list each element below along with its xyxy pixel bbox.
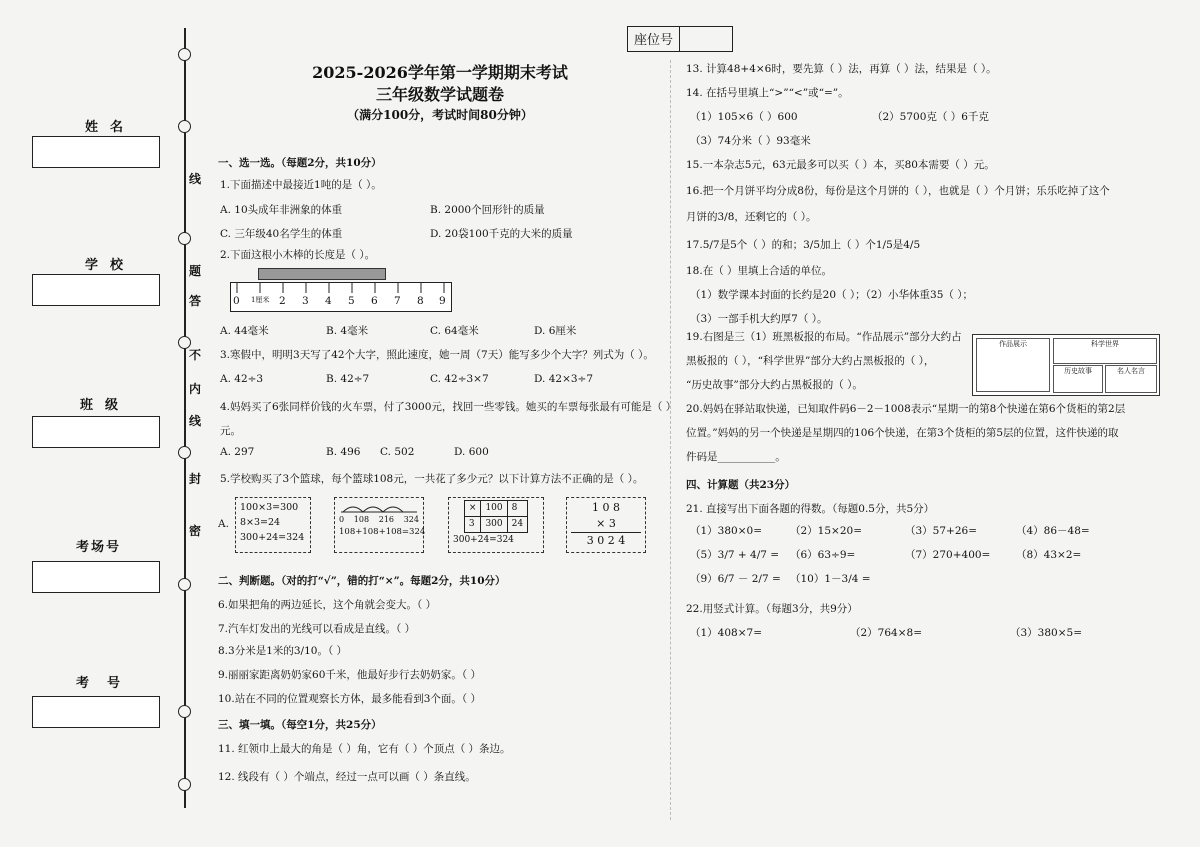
wooden-stick: [258, 268, 386, 280]
exam-number-field[interactable]: [32, 696, 160, 728]
seal-line: [184, 28, 186, 808]
vertical-calc-item: （3）380×5=: [1010, 627, 1082, 639]
fill-15: 15.一本杂志5元，63元最多可以买（ ）本，买80本需要（ ）元。: [686, 159, 995, 171]
calc-item: （5）3/7 + 4/7 =: [690, 549, 780, 561]
seal-hole: [178, 578, 191, 591]
seal-hole: [178, 120, 191, 133]
q5-method-4: [566, 497, 646, 553]
q2-option-b: B. 4毫米: [326, 325, 369, 337]
section-1-heading: 一、选一选。（每题2分，共10分）: [218, 157, 382, 169]
calc-line: 3 0 2 4: [586, 534, 626, 547]
q2-option-c: C. 64毫米: [430, 325, 479, 337]
calc-item: （8）43×2=: [1016, 549, 1082, 561]
fill-14-1: （1）105×6（ ）600: [690, 111, 798, 123]
calc-line: 100×3=300: [240, 502, 299, 513]
section-2-heading: 二、判断题。（对的打“√”，错的打“×”。每题2分，共10分）: [218, 575, 506, 587]
board-section: 作品展示: [976, 338, 1050, 392]
calc-item: （7）270+400=: [905, 549, 991, 561]
question-4-cont: 元。: [220, 425, 241, 437]
seal-char: 答: [189, 294, 202, 308]
fill-18-1: （1）数学课本封面的长约是20（ ）；（2）小华体重35（ ）；: [690, 289, 974, 301]
q3-option-c: C. 42÷3×7: [430, 373, 489, 385]
seal-hole: [178, 446, 191, 459]
school-label: 学校: [85, 258, 136, 273]
exam-title: 2025-2026学年第一学期期末考试: [312, 63, 568, 82]
q3-option-a: A. 42÷3: [220, 373, 264, 385]
seal-hole: [178, 778, 191, 791]
fill-20-cont2: 件码是___________。: [686, 451, 786, 463]
q1-option-d: D. 20袋100千克的大米的质量: [430, 228, 573, 240]
q2-option-a: A. 44毫米: [220, 325, 269, 337]
class-label: 班级: [80, 398, 131, 413]
fill-19: 19.右图是三（1）班黑板报的布局。“作品展示”部分大约占: [686, 331, 962, 343]
student-info-sidebar: [0, 0, 200, 847]
calc-item: （1）380×0=: [690, 525, 762, 537]
grid-cell: 3: [464, 517, 481, 533]
q5-option-a: A.: [218, 518, 229, 530]
question-4: 4.妈妈买了6张同样价钱的火车票，付了3000元，找回一些零钱。她买的车票每张最有可能是（ ）: [220, 401, 677, 413]
board-section: 历史故事: [1053, 365, 1103, 393]
q4-option-d: D. 600: [454, 446, 489, 458]
ruler: [230, 282, 452, 312]
name-field[interactable]: [32, 136, 160, 168]
ruler-number: 1厘米: [251, 296, 270, 304]
calc-item: （10）1－3/4 =: [790, 573, 871, 585]
seal-hole: [178, 232, 191, 245]
number-line-label: 108: [353, 515, 370, 524]
q5-method-3: [448, 497, 544, 553]
grid-table: [464, 500, 528, 533]
judge-9: 9.丽丽家距离奶奶家60千米，他最好步行去奶奶家。（ ）: [218, 669, 481, 681]
calc-22: 22.用竖式计算。（每题3分，共9分）: [686, 603, 858, 615]
calc-item: （3）57+26=: [905, 525, 977, 537]
q5-method-1: [235, 497, 311, 553]
vertical-calc-item: （1）408×7=: [690, 627, 762, 639]
number-line-label: 0: [339, 515, 345, 524]
ruler-number: 7: [394, 295, 401, 307]
calc-line: 8×3=24: [240, 517, 281, 528]
calc-line: 300+24=324: [240, 532, 305, 543]
seal-hole: [178, 705, 191, 718]
column-divider: [670, 60, 671, 820]
fill-17: 17.5/7是5个（ ）的和；3/5加上（ ）个1/5是4/5: [686, 239, 921, 251]
grid-cell: 24: [507, 517, 527, 533]
q1-option-b: B. 2000个回形针的质量: [430, 204, 545, 216]
ruler-number: 6: [371, 295, 378, 307]
seal-char: 不: [189, 348, 202, 362]
vertical-calc-item: （2）764×8=: [850, 627, 922, 639]
judge-7: 7.汽车灯发出的光线可以看成是直线。（ ）: [218, 623, 416, 635]
board-section: 名人名言: [1105, 365, 1157, 393]
q4-option-b: B. 496: [326, 446, 361, 458]
seat-number-field[interactable]: [679, 27, 732, 51]
number-line-arcs: [339, 500, 419, 514]
question-1: 1.下面描述中最接近1吨的是（ ）。: [220, 179, 382, 191]
question-2: 2.下面这根小木棒的长度是（ ）。: [220, 249, 376, 261]
q5-method-2: [334, 497, 424, 553]
seal-char: 线: [189, 172, 202, 186]
q3-option-d: D. 42×3÷7: [534, 373, 594, 385]
fill-12: 12. 线段有（ ）个端点，经过一点可以画（ ）条直线。: [218, 771, 476, 783]
fill-14-2: （2）5700克（ ）6千克: [872, 111, 989, 123]
seat-number-label: 座位号: [634, 33, 674, 48]
ruler-number: 4: [325, 295, 332, 307]
seal-char: 内: [189, 382, 202, 396]
fill-18-3: （3）一部手机大约厚7（ ）。: [690, 313, 828, 325]
fill-13: 13. 计算48+4×6时，要先算（ ）法，再算（ ）法，结果是（ ）。: [686, 63, 997, 75]
fill-16: 16.把一个月饼平均分成8份，每份是这个月饼的（ ），也就是（ ）个月饼；乐乐吃掉了这个: [686, 185, 1110, 197]
q1-option-c: C. 三年级40名学生的体重: [220, 228, 343, 240]
calc-item: （9）6/7 － 2/7 =: [690, 573, 781, 585]
q2-option-d: D. 6厘米: [534, 325, 577, 337]
grid-cell: 8: [507, 501, 527, 517]
calc-line: × 3: [571, 516, 641, 533]
seal-char: 封: [189, 472, 202, 486]
fill-16-cont: 月饼的3/8，还剩它的（ ）。: [686, 211, 817, 223]
ruler-number: 5: [348, 295, 355, 307]
calc-line: 108+108+108=324: [339, 527, 426, 537]
q3-option-b: B. 42÷7: [326, 373, 370, 385]
number-line-label: 216: [378, 515, 395, 524]
ruler-number: 9: [439, 295, 446, 307]
calc-line: 300+24=324: [453, 535, 514, 545]
q4-option-c: C. 502: [380, 446, 415, 458]
seal-hole: [178, 48, 191, 61]
fill-20: 20.妈妈在驿站取快递，已知取件码6－2－1008表示“星期一的第8个快递在第6个货柜的第2层: [686, 403, 1126, 415]
fill-19-cont2: “历史故事”部分大约占黑板报的（ ）。: [686, 379, 863, 391]
fill-20-cont: 位置。”妈妈的另一个快递是星期四的106个快递，在第3个货柜的第5层的位置，这件快递的取: [686, 427, 1119, 439]
fill-14: 14. 在括号里填上“>”“<”或“=”。: [686, 87, 849, 99]
q1-option-a: A. 10头成年非洲象的体重: [220, 204, 343, 216]
section-4-heading: 四、计算题（共23分）: [686, 479, 796, 491]
question-5: 5.学校购买了3个篮球，每个篮球108元，一共花了多少元？以下计算方法不正确的是（ ）。: [220, 473, 644, 485]
grid-cell: 100: [481, 501, 507, 517]
grid-cell: ×: [464, 501, 481, 517]
number-line-label: 324: [403, 515, 419, 524]
calc-21: 21. 直接写出下面各题的得数。（每题0.5分，共5分）: [686, 503, 935, 515]
board-section: 科学世界: [1053, 338, 1157, 364]
exam-number-label: 考号: [76, 676, 139, 691]
blackboard-layout: [972, 334, 1160, 396]
fill-14-3: （3）74分米（ ）93毫米: [690, 135, 811, 147]
fill-19-cont: 黑板报的（ ），“科学世界”部分大约占黑板报的（ ），: [686, 355, 935, 367]
exam-subtitle: 三年级数学试题卷: [375, 85, 504, 104]
fill-11: 11. 红领巾上最大的角是（ ）角，它有（ ）个顶点（ ）条边。: [218, 743, 511, 755]
calc-line: 1 0 8: [592, 501, 620, 514]
school-field[interactable]: [32, 274, 160, 306]
exam-room-label: 考场号: [76, 540, 122, 555]
ruler-number: 3: [302, 295, 309, 307]
class-field[interactable]: [32, 416, 160, 448]
ruler-number: 0: [233, 295, 240, 307]
ruler-number: 8: [417, 295, 424, 307]
name-label: 姓名: [85, 120, 136, 135]
judge-10: 10.站在不同的位置观察长方体，最多能看到3个面。（ ）: [218, 693, 481, 705]
question-3: 3.寒假中，明明3天写了42个大字，照此速度，她一周（7天）能写多少个大字？列式为（ ）。: [220, 349, 654, 361]
q4-option-a: A. 297: [220, 446, 255, 458]
seat-number-box: [627, 26, 733, 52]
calc-item: （2）15×20=: [790, 525, 862, 537]
calc-item: （4）86－48=: [1016, 525, 1090, 537]
judge-6: 6.如果把角的两边延长，这个角就会变大。（ ）: [218, 599, 437, 611]
calc-item: （6）63÷9=: [790, 549, 856, 561]
exam-room-field[interactable]: [32, 561, 160, 593]
seal-char: 题: [189, 264, 202, 278]
seal-char: 线: [189, 414, 202, 428]
exam-info: （满分100分，考试时间80分钟）: [347, 108, 533, 122]
judge-8: 8.3分米是1米的3/10。（ ）: [218, 645, 348, 657]
grid-cell: 300: [481, 517, 507, 533]
seal-char: 密: [189, 524, 202, 538]
fill-18: 18.在（ ）里填上合适的单位。: [686, 265, 833, 277]
section-3-heading: 三、填一填。（每空1分，共25分）: [218, 719, 382, 731]
ruler-number: 2: [279, 295, 286, 307]
